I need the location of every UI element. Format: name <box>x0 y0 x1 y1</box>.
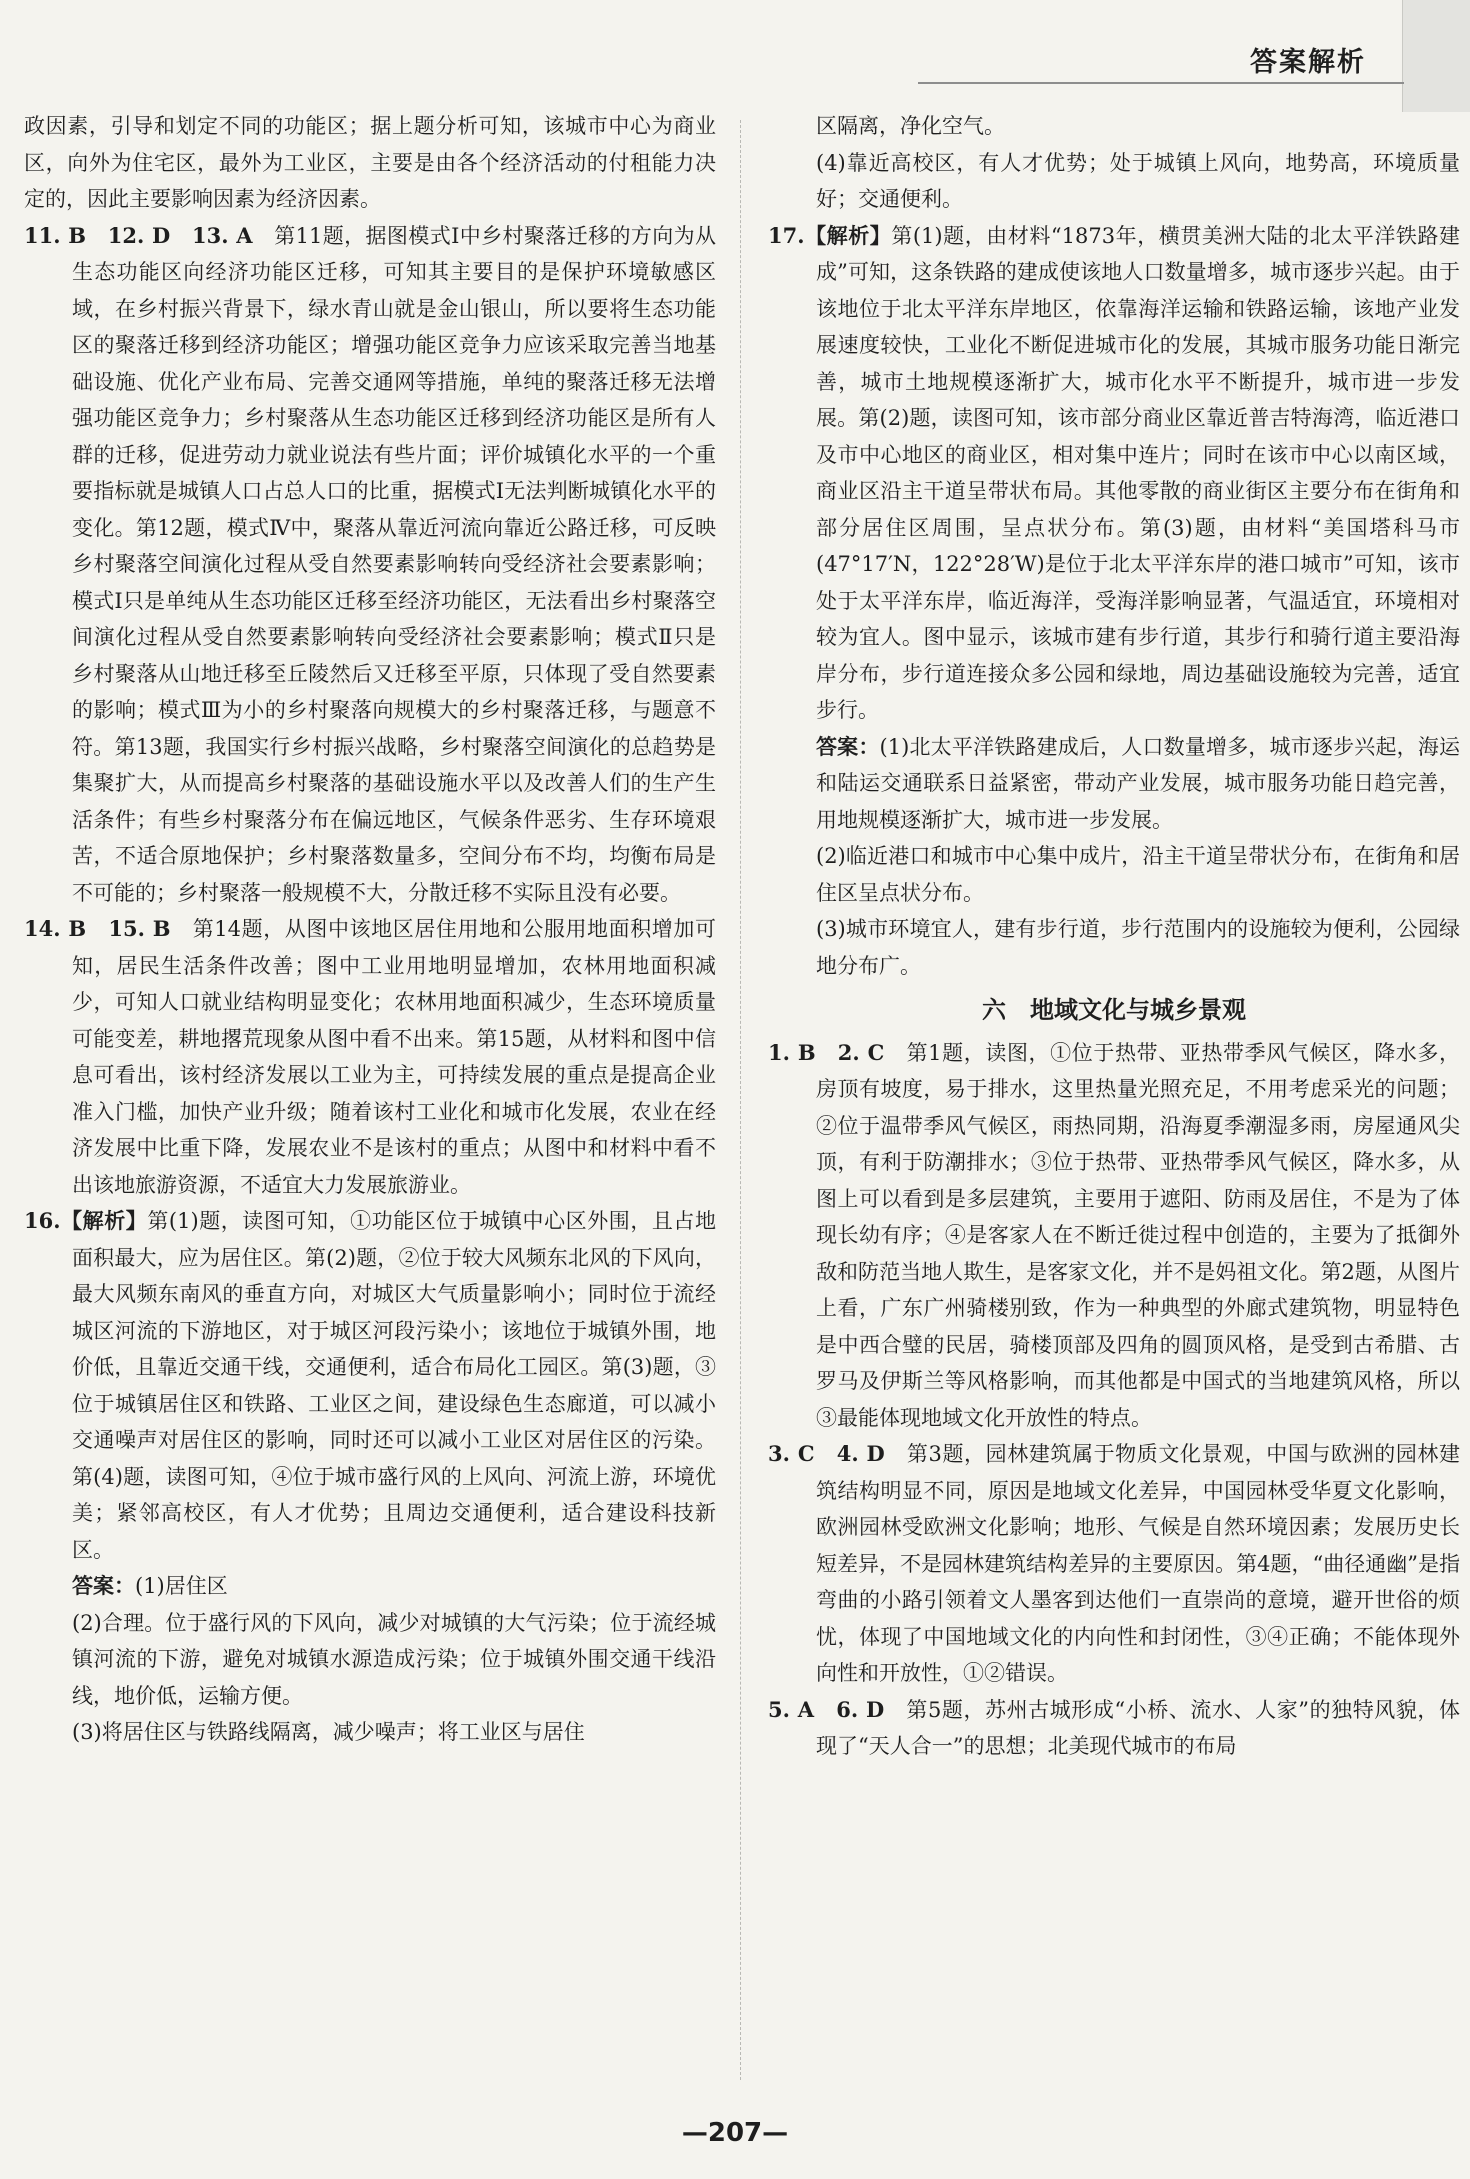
left-column <box>24 108 716 1751</box>
explanation: 第(1)题，读图可知，①功能区位于城镇中心区外围，且占地面积最大，应为居住区。第(2)题，②位于较大风频东北风的下风向，最大风频东南风的垂直方向，对城区大气质量影响小；同时位于流经城区河流的下游地区，对于城区河段污染小；该地位于城镇外围，地价低，且靠近交通干线，交通便利，适合布局化工园区。第(3)题，③位于城镇居住区和铁路、工业区之间，建设绿色生态廊道，可以减小交通噪声对居住区的影响，同时还可以减小工业区对居住区的污染。第(4)题，读图可知，④位于城市盛行风的上风向、河流上游，环境优美；紧邻高校区，有人才优势；且周边交通便利，适合建设科技新区。 <box>72 1209 716 1562</box>
explanation: 第14题，从图中该地区居住用地和公服用地面积增加可知，居民生活条件改善；图中工业用地明显增加，农林用地面积减少，可知人口就业结构明显变化；农林用地面积减少，生态环境质量可能变差，耕地撂荒现象从图中看不出来。第15题，从材料和图中信息可看出，该村经济发展以工业为主，可持续发展的重点是提高企业准入门槛，加快产业升级；随着该村工业化和城市化发展，农业在经济发展中比重下降，发展农业不是该村的重点；从图中和材料中看不出该地旅游资源，不适宜大力发展旅游业。 <box>72 917 716 1197</box>
section-title: 六 地域文化与城乡景观 <box>982 996 1246 1024</box>
explanation: 第1题，读图，①位于热带、亚热带季风气候区，降水多，房顶有坡度，易于排水，这里热量光照充足，不用考虑采光的问题；②位于温带季风气候区，雨热同期，沿海夏季潮湿多雨，房屋通风尖顶，有利于防潮排水；③位于热带、亚热带季风气候区，降水多，从图上可以看到是多层建筑，主要用于遮阳、防雨及居住，不是为了体现长幼有序；④是客家人在不断迁徙过程中创造的，主要为了抵御外敌和防范当地人欺生，是客家文化，并不是妈祖文化。第2题，从图片上看，广东广州骑楼别致，作为一种典型的外廊式建筑物，明显特色是中西合璧的民居，骑楼顶部及四角的圆顶风格，是受到古希腊、古罗马及伊斯兰等风格影响，而其他都是中国式的当地建筑风格，所以③最能体现地域文化开放性的特点。 <box>816 1040 1461 1430</box>
answer-text: (3)城市环境宜人，建有步行道，步行范围内的设施较为便利，公园绿地分布广。 <box>816 917 1460 978</box>
answer-text: (3)将居住区与铁路线隔离，减少噪声；将工业区与居住 <box>72 1720 585 1744</box>
answer-label: 答案： <box>72 1573 135 1598</box>
answer-item-14-15 <box>24 911 716 1203</box>
answer-keys: 1. B 2. C <box>768 1039 885 1065</box>
answer-text: (1)北太平洋铁路建成后，人口数量增多，城市逐步兴起，海运和陆运交通联系日益紧密，带动产业发展，城市服务功能日趋完善，用地规模逐渐扩大，城市进一步发展。 <box>816 734 1460 832</box>
page-edge-tab <box>1402 0 1470 112</box>
right-column <box>768 108 1460 1765</box>
explanation: 第3题，园林建筑属于物质文化景观，中国与欧洲的园林建筑结构明显不同，原因是地域文化差异，中国园林受华夏文化影响，欧洲园林受欧洲文化影响；地形、气候是自然环境因素；发展历史长短差异，不是园林建筑结构差异的主要原因。第4题，“曲径通幽”是指弯曲的小路引领着文人墨客到达他们一直崇尚的意境，避开世俗的烦忧，体现了中国地域文化的内向性和封闭性，③④正确；不能体现外向性和开放性，①②错误。 <box>816 1442 1460 1685</box>
page-number: —207— <box>681 2118 789 2148</box>
analysis-label: 16.【解析】 <box>24 1208 148 1233</box>
answer-text: (4)靠近高校区，有人才优势；处于城镇上风向，地势高，环境质量好；交通便利。 <box>816 150 1460 211</box>
explanation: 第(1)题，由材料“1873年，横贯美洲大陆的北太平洋铁路建成”可知，这条铁路的建成使该地人口数量增多，城市逐步兴起。由于该地位于北太平洋东岸地区，依靠海洋运输和铁路运输，该地产业发展速度较快，工业化不断促进城市化的发展，其城市服务功能日渐完善，城市土地规模逐渐扩大，城市化水平不断提升，城市进一步发展。第(2)题，读图可知，该市部分商业区靠近普吉特海湾，临近港口及市中心地区的商业区，相对集中连片；同时在该市中心以南区域，商业区沿主干道呈带状布局。其他零散的商业街区主要分布在街角和部分居住区周围，呈点状分布。第(3)题，由材料“美国塔科马市(47°17′N，122°28′W)是位于北太平洋东岸的港口城市”可知，该市处于太平洋东岸，临近海洋，受海洋影响显著，气温适宜，环境相对较为宜人。图中显示，该城市建有步行道，其步行和骑行道主要沿海岸分布，步行道连接众多公园和绿地，周边基础设施较为完善，适宜步行。 <box>816 223 1460 722</box>
explanation: 第5题，苏州古城形成“小桥、流水、人家”的独特风貌，体现了“天人合一”的思想；北美现代城市的布局 <box>816 1697 1460 1758</box>
answer-item-5-6 <box>768 1692 1460 1765</box>
answer-text: (2)合理。位于盛行风的下风向，减少对城镇的大气污染；位于流经城镇河流的下游，避免对城镇水源造成污染；位于城镇外围交通干线沿线，地价低，运输方便。 <box>72 1610 716 1708</box>
answer-item-3-4 <box>768 1436 1460 1692</box>
continued-paragraph: 政因素，引导和划定不同的功能区；据上题分析可知，该城市中心为商业区，向外为住宅区，最外为工业区，主要是由各个经济活动的付租能力决定的，因此主要影响因素为经济因素。 <box>24 114 716 211</box>
answer-label: 答案： <box>816 733 880 759</box>
answer-keys: 5. A 6. D <box>768 1696 885 1722</box>
answer-item-11-13 <box>24 218 716 912</box>
answer-line <box>768 729 1460 839</box>
answer-item-1-2 <box>768 1035 1460 1437</box>
answer-keys: 14. B 15. B <box>24 916 171 941</box>
column-divider <box>740 120 741 2080</box>
running-header: 答案解析 <box>1250 47 1366 78</box>
explanation: 第11题，据图模式Ⅰ中乡村聚落迁移的方向为从生态功能区向经济功能区迁移，可知其主要目的是保护环境敏感区域，在乡村振兴背景下，绿水青山就是金山银山，所以要将生态功能区的聚落迁移到经济功能区；增强功能区竞争力应该采取完善当地基础设施、优化产业布局、完善交通网等措施，单纯的聚落迁移无法增强功能区竞争力；乡村聚落从生态功能区迁移到经济功能区是所有人群的迁移，促进劳动力就业说法有些片面；评价城镇化水平的一个重要指标就是城镇人口占总人口的比重，据模式Ⅰ无法判断城镇化水平的变化。第12题，模式Ⅳ中，聚落从靠近河流向靠近公路迁移，可反映乡村聚落空间演化过程从受自然要素影响转向受经济社会要素影响；模式Ⅰ只是单纯从生态功能区迁移至经济功能区，无法看出乡村聚落空间演化过程从受自然要素影响转向受经济社会要素影响；模式Ⅱ只是乡村聚落从山地迁移至丘陵然后又迁移至平原，只体现了受自然要素的影响；模式Ⅲ为小的乡村聚落向规模大的乡村聚落迁移，与题意不符。第13题，我国实行乡村振兴战略，乡村聚落空间演化的总趋势是集聚扩大，从而提高乡村聚落的基础设施水平以及改善人们的生产生活条件；有些乡村聚落分布在偏远地区，气候条件恶劣、生存环境艰苦，不适合原地保护；乡村聚落数量多，空间分布不均，均衡布局是不可能的；乡村聚落一般规模不大，分散迁移不实际且没有必要。 <box>72 223 717 905</box>
analysis-label: 17.【解析】 <box>768 222 892 248</box>
answer-item-17 <box>768 218 1460 729</box>
continued-answer: 区隔离，净化空气。 <box>816 114 1005 138</box>
answer-keys: 11. B 12. D 13. A <box>24 222 253 248</box>
answer-text: (2)临近港口和城市中心集中成片，沿主干道呈带状分布，在街角和居住区呈点状分布。 <box>816 844 1460 905</box>
header-rule <box>918 82 1404 84</box>
answer-keys: 3. C 4. D <box>768 1441 885 1466</box>
answer-item-16 <box>24 1203 716 1568</box>
answer-line <box>24 1568 716 1605</box>
answer-text: (1)居住区 <box>135 1574 228 1598</box>
